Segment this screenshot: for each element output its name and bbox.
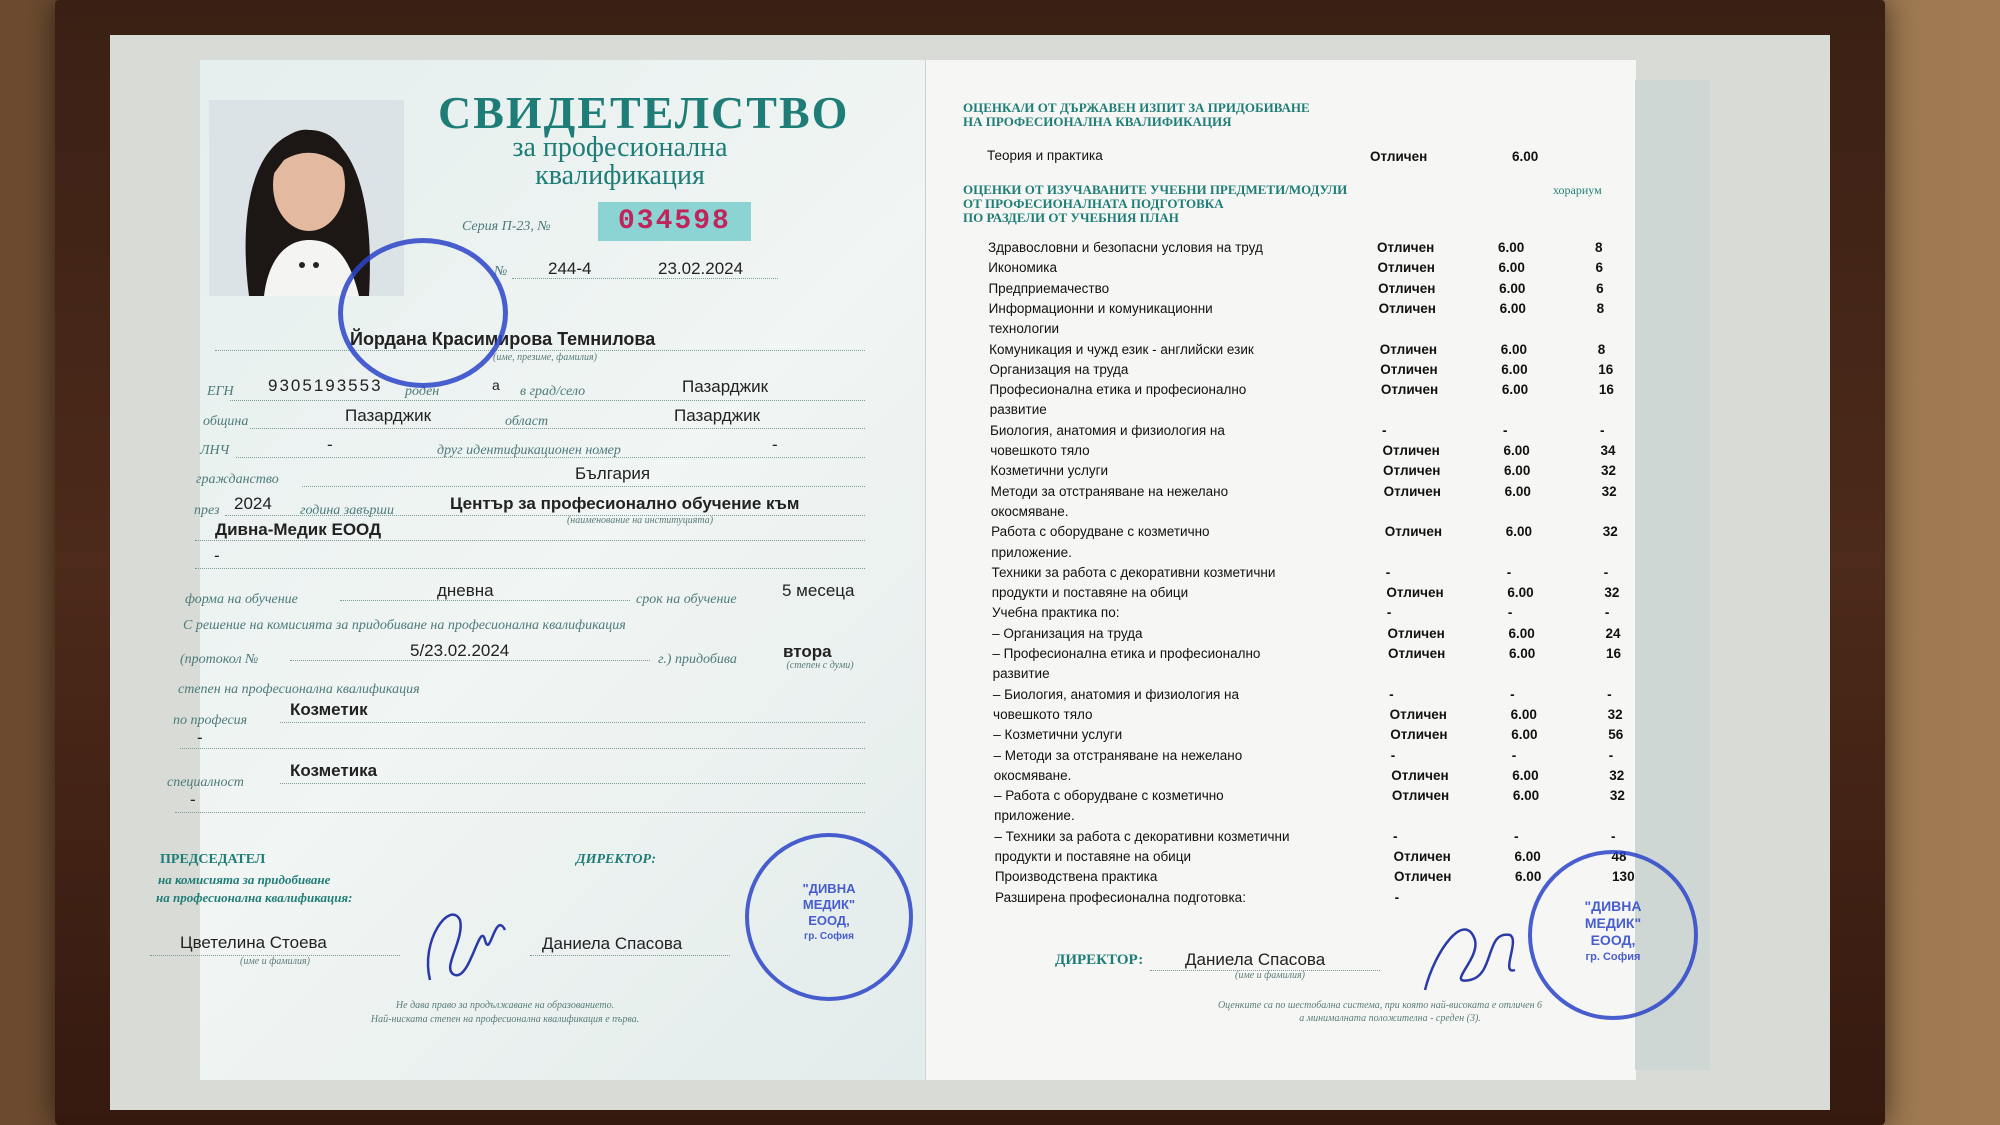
subject-grade: Отличен [1380,382,1439,398]
subject-grade: Отличен [1388,646,1446,661]
photo-stamp [338,238,508,388]
subject-hours: 130 [1612,869,1635,885]
subject-score: 6.00 [1504,483,1531,499]
stamp-center-1: "ДИВНА [802,881,856,896]
chair-title: ПРЕДСЕДАТЕЛ [160,852,266,867]
subject-score: 6.00 [1507,585,1534,601]
institution-caption: (наименование на институцията) [566,515,714,526]
subject-name: окосмяване. [993,767,1072,783]
subject-name: Предприемачество [988,280,1110,296]
subject-grade: Отличен [1377,240,1435,255]
subject-grade: - [1385,564,1391,580]
born-label: роден [405,384,440,399]
place-label: в град/село [520,384,586,399]
subject-name: – Професионална етика и професионално [992,646,1261,661]
subject-grade: Отличен [1393,849,1451,864]
subject-hours: 32 [1604,585,1620,601]
chair-subtitle-1: на комисията за придобиване [158,872,331,887]
subject-score: 6.00 [1501,382,1529,398]
term-value: 5 месеца [782,581,855,600]
state-exam-heading-2: НА ПРОФЕСИОНАЛНА КВАЛИФИКАЦИЯ [963,114,1232,129]
subject-name: окосмяване. [990,503,1069,519]
subject-hours: 32 [1602,524,1618,540]
dash-line-1: - [214,546,220,565]
subject-name: приложение. [991,544,1072,560]
subject-grade: Отличен [1380,361,1438,377]
subject-hours: 32 [1601,483,1617,499]
subject-grade: Отличен [1383,483,1441,499]
subject-name: приложение. [994,808,1075,824]
left-director-name: Даниела Спасова [542,934,683,953]
specialty-value: Козметика [290,761,378,780]
subject-grade: - [1386,605,1392,621]
hours-heading: хорариум [1553,183,1602,197]
chair-name-caption: (име и фамилия) [240,956,310,967]
right-director-stamp [1528,850,1698,1020]
subject-hours: 32 [1609,767,1625,783]
egn-label: ЕГН [207,384,234,399]
subject-hours: 8 [1595,240,1603,255]
subject-grade: Отличен [1378,300,1436,316]
right-director-caption: (име и фамилия) [1235,970,1305,981]
subject-hours: 16 [1606,646,1622,661]
subject-grade: Отличен [1386,585,1444,601]
subject-hours: - [1603,564,1609,580]
stamp2-center-3: ЕООД, [1590,932,1636,948]
profession-label: по професия [173,713,248,728]
series-label: Серия П-23, № [462,219,551,234]
subject-grade: Отличен [1391,788,1450,804]
subject-name: развитие [992,666,1050,682]
subject-hours: 8 [1596,300,1605,316]
term-label: срок на обучение [636,592,737,607]
state-exam-heading-1: ОЦЕНКА/И ОТ ДЪРЖАВЕН ИЗПИТ ЗА ПРИДОБИВАНЕ [963,100,1310,115]
subject-name: Информационни и комуникационни [988,300,1213,316]
subject-hours: - [1607,686,1612,702]
subject-grade: - [1381,422,1387,438]
degree-caption: (степен с думи) [786,660,854,671]
holder-name: Йордана Красимирова Темнилова [350,329,656,349]
protocol-value: 5/23.02.2024 [410,641,510,660]
subject-hours: - [1604,605,1610,621]
subject-score: 6.00 [1505,524,1532,540]
left-director-title: ДИРЕКТОР: [576,852,657,867]
subject-name: Работа с оборудване с козметично [991,524,1210,540]
subject-score: 6.00 [1512,788,1540,804]
stamp2-center-2: МЕДИК" [1584,915,1642,931]
left-footer-2: Най-ниската степен на професионална квалификация е първа. [370,1014,640,1025]
dash-line-3: - [190,790,196,809]
subject-name: Биология, анатомия и физиология на [989,422,1225,438]
place-value: Пазарджик [682,377,769,396]
subject-hours: 32 [1609,788,1625,804]
left-footer-1: Не дава право за продължаване на образованието. [395,1000,615,1011]
subject-hours: 24 [1605,625,1621,641]
subject-score: - [1510,686,1515,702]
subject-name: продукти и поставяне на обици [991,585,1189,601]
right-director-name: Даниела Спасова [1185,950,1326,969]
subject-score: 6.00 [1509,646,1536,661]
chair-name: Цветелина Стоева [180,933,327,952]
subject-grade: Отличен [1377,260,1435,276]
subject-hours: 16 [1598,361,1614,377]
serial-number: 034598 [598,202,751,241]
name-caption: (име, презиме, фамилия) [493,352,597,363]
subject-grade: Отличен [1391,767,1449,783]
subject-score: - [1513,828,1519,844]
subject-hours: 6 [1596,280,1604,296]
subject-name: Методи за отстраняване на нежелано [990,483,1229,499]
other-id-label: друг идентификационен номер [437,443,621,458]
subject-grade: Отличен [1378,280,1436,296]
subject-hours: 56 [1608,727,1624,743]
subject-score: 6.00 [1498,240,1525,255]
subject-grade: Отличен [1379,341,1438,357]
finished-label: година завърши [300,503,394,518]
subject-grade: - [1394,889,1400,905]
subject-score: 6.00 [1499,280,1526,296]
subject-name: – Козметични услуги [993,727,1123,743]
subject-name: Учебна практика по: [991,605,1120,621]
subjects-heading-2: ОТ ПРОФЕСИОНАЛНАТА ПОДГОТОВКА [963,196,1224,211]
subject-score: 6.00 [1504,463,1531,479]
egn-value: 9305193553 [268,376,383,395]
subject-grade: - [1392,828,1398,844]
subject-grade: Отличен [1389,706,1447,722]
subject-score: - [1507,605,1513,621]
institution-line-1: Център за професионално обучение към [450,494,800,513]
subject-score: 6.00 [1515,869,1542,885]
subject-grade: Отличен [1390,727,1448,743]
subject-hours: 34 [1600,443,1616,458]
region-value: Пазарджик [674,406,761,425]
subject-name: човешкото тяло [993,706,1093,722]
subject-hours: 32 [1607,706,1623,722]
subject-name: Икономика [988,260,1057,276]
degree-value: втора [783,642,832,661]
state-exam-subject: Теория и практика [987,148,1103,163]
subject-score: - [1506,564,1512,580]
lnch-value: - [327,435,333,454]
subject-name: Разширена професионална подготовка: [995,889,1246,905]
subject-score: 6.00 [1501,361,1528,377]
subject-score: 6.00 [1512,767,1539,783]
subject-score: 6.00 [1498,260,1525,276]
subject-name: Здравословни и безопасни условия на труд [988,240,1263,255]
left-director-stamp [745,833,913,1001]
citizenship-value: България [575,464,651,483]
decision-text: С решение на комисията за придобиване на професионална квалификация [183,618,626,633]
subject-hours: - [1599,422,1605,438]
subject-score: 6.00 [1499,300,1526,316]
subject-score: 6.00 [1500,341,1528,357]
subject-grade: Отличен [1387,625,1445,641]
form-label: форма на обучение [185,592,298,607]
certificate-title: СВИДЕТЕЛСТВО [438,87,850,138]
subject-name: човешкото тяло [990,443,1090,458]
stamp-center-3: ЕООД, [808,913,850,928]
subject-score: 6.00 [1508,625,1535,641]
stamp2-center-1: "ДИВНА [1584,898,1642,914]
state-exam-grade: Отличен [1370,149,1428,164]
other-id-value: - [772,435,778,454]
subject-grade: - [1390,747,1396,763]
subjects-heading-3: ПО РАЗДЕЛИ ОТ УЧЕБНИЯ ПЛАН [963,210,1179,225]
subject-name: Козметични услуги [990,463,1109,479]
chair-subtitle-2: на професионална квалификация: [156,890,353,905]
subject-grade: Отличен [1383,463,1441,479]
form-value: дневна [437,581,494,600]
municipality-value: Пазарджик [345,406,432,425]
director-signature [1415,900,1525,1010]
region-label: област [505,414,549,429]
protocol-suffix: г.) придобива [658,652,737,667]
subjects-heading-1: ОЦЕНКИ ОТ ИЗУЧАВАНИТЕ УЧЕБНИ ПРЕДМЕТИ/МОДУЛИ [963,182,1348,197]
subject-hours: 6 [1595,260,1604,276]
born-suffix: а [492,377,500,393]
subject-grade: Отличен [1394,869,1452,885]
profession-value: Козметик [290,700,368,719]
subject-score: 6.00 [1503,443,1530,458]
protocol-label: (протокол № [180,652,259,667]
subject-score: - [1511,747,1517,763]
right-director-title: ДИРЕКТОР: [1055,952,1144,968]
subject-name: Производствена практика [994,869,1158,885]
subject-name: технологии [988,321,1060,337]
institution-line-2: Дивна-Медик ЕООД [215,520,382,539]
certificate-subtitle-2: квалификация [535,160,705,191]
subject-name: продукти и поставяне на обици [994,849,1191,864]
year-value: 2024 [234,494,272,513]
subject-name: Организация на труда [989,361,1129,377]
stamp-center-2: МЕДИК" [802,897,856,912]
subject-name: Професионална етика и професионално [989,382,1247,398]
subject-grade: - [1389,686,1394,702]
state-exam-score: 6.00 [1512,149,1539,164]
subject-hours: 48 [1611,849,1627,864]
subject-hours: 32 [1601,463,1617,479]
reg-label: № [494,264,508,279]
lnch-label: ЛНЧ [200,443,230,458]
dash-line-2: - [197,728,203,747]
stamp-center-4: гр. София [804,931,854,942]
subject-name: – Техники за работа с декоративни козметични [994,828,1290,844]
subject-name: Техники за работа с декоративни козметични [991,564,1276,580]
subject-name: – Организация на труда [992,625,1143,641]
subject-hours: 8 [1597,341,1606,357]
right-footer-1: Оценките са по шестобална система, при която най-високата е отличен 6 [1217,1000,1543,1011]
subject-score: 6.00 [1511,727,1538,743]
citizenship-label: гражданство [196,472,279,487]
subject-name: – Биология, анатомия и физиология на [992,686,1240,702]
degree-text: степен на професионална квалификация [178,682,420,697]
through-label: през [194,503,220,518]
subject-name: – Методи за отстраняване на нежелано [993,747,1243,763]
subject-name: Комуникация и чужд език - английски език [989,341,1254,357]
subject-grade: Отличен [1382,443,1440,458]
subject-hours: - [1608,747,1614,763]
chair-signature [410,880,510,1000]
reg-date: 23.02.2024 [658,259,744,278]
subject-name: – Работа с оборудване с козметично [993,788,1224,804]
specialty-label: специалност [167,775,244,790]
subject-name: развитие [989,402,1047,418]
subject-score: 6.00 [1514,849,1541,864]
certificate-subtitle-1: за професионална [512,132,728,163]
subject-grade: Отличен [1384,524,1442,540]
subject-hours: 16 [1598,382,1614,398]
subject-hours: - [1610,828,1616,844]
subject-score: 6.00 [1510,706,1537,722]
stamp2-center-4: гр. София [1585,951,1641,963]
municipality-label: община [203,414,249,429]
subject-score: - [1502,422,1508,438]
reg-number: 244-4 [548,259,592,278]
right-footer-2: а минималната положителна - среден (3). [1299,1013,1481,1024]
